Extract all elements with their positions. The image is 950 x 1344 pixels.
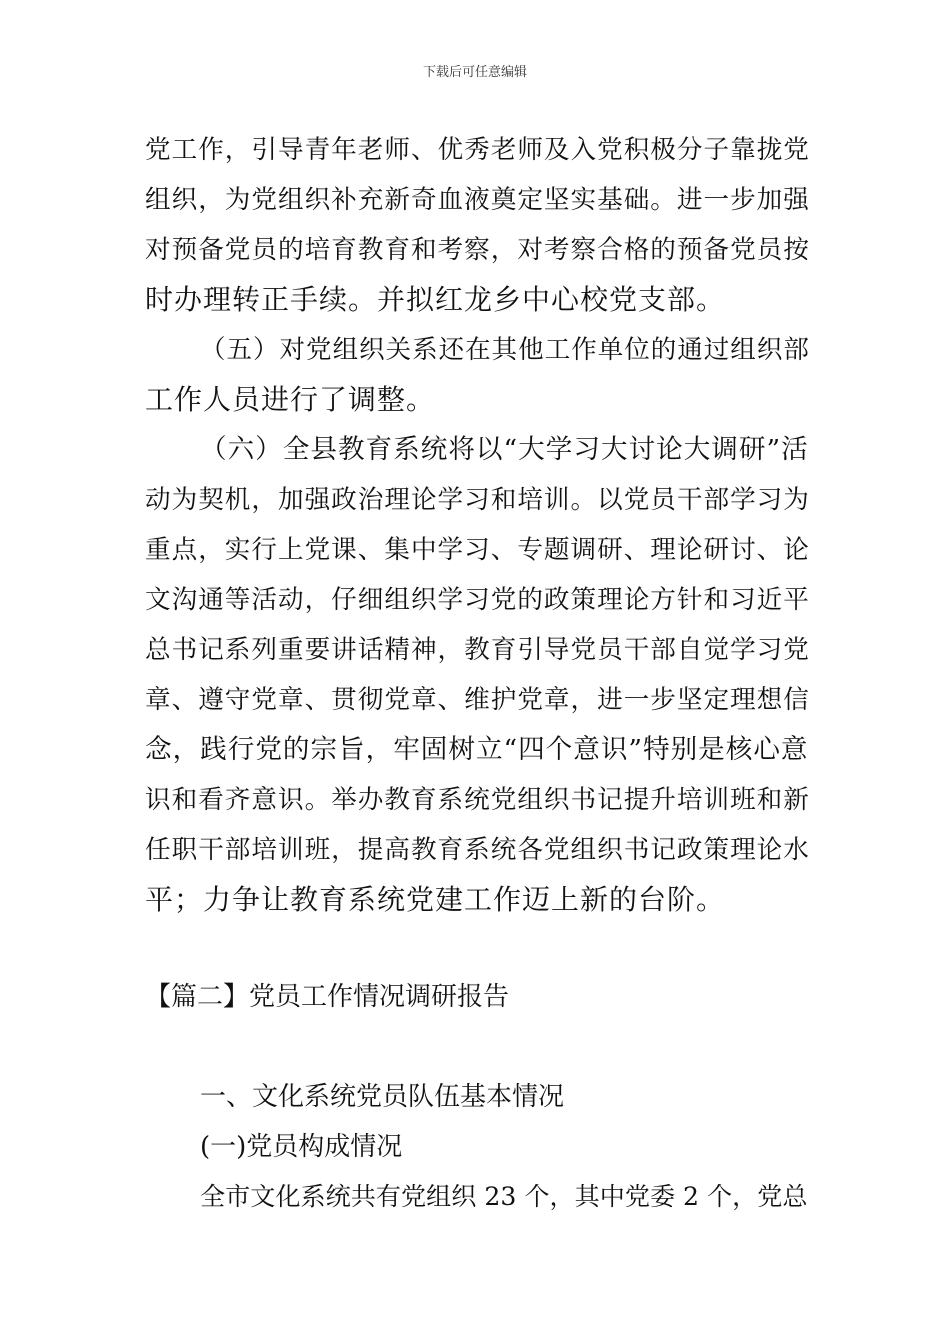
body-line: 文沟通等活动，仔细组织学习党的政策理论方针和习近平	[145, 585, 810, 615]
body-line: 识和看齐意识。举办教育系统党组织书记提升培训班和新	[145, 785, 810, 815]
sub-heading: 一、文化系统党员队伍基本情况	[200, 1082, 565, 1112]
body-line: 重点，实行上党课、集中学习、专题调研、理论研讨、论	[145, 535, 810, 565]
body-line: 组织，为党组织补充新奇血液奠定坚实基础。进一步加强	[145, 185, 810, 215]
body-line: 动为契机，加强政治理论学习和培训。以党员干部学习为	[145, 485, 810, 515]
body-line: （六）全县教育系统将以“大学习大讨论大调研”活	[200, 434, 809, 465]
body-line: 平；力争让教育系统党建工作迈上新的台阶。	[145, 883, 726, 916]
page-header: 下载后可任意编辑	[422, 65, 527, 80]
body-line: 章、遵守党章、贯彻党章、维护党章，进一步坚定理想信	[145, 685, 810, 715]
body-line: （五）对党组织关系还在其他工作单位的通过组织部	[200, 335, 810, 365]
sub-heading: (一)党员构成情况	[200, 1132, 403, 1162]
body-line: 时办理转正手续。并拟红龙乡中心校党支部。	[145, 283, 726, 316]
body-line: 总书记系列重要讲话精神，教育引导党员干部自觉学习党	[145, 635, 810, 665]
body-line: 任职干部培训班，提高教育系统各党组织书记政策理论水	[145, 835, 810, 865]
body-line: 对预备党员的培育教育和考察，对考察合格的预备党员按	[145, 235, 810, 265]
body-line: 党工作，引导青年老师、优秀老师及入党积极分子靠拢党	[145, 135, 810, 165]
body-line: 念，践行党的宗旨，牢固树立“四个意识”特别是核心意	[145, 734, 809, 765]
section-title: 【篇二】党员工作情况调研报告	[145, 982, 510, 1012]
body-line: 工作人员进行了调整。	[145, 383, 436, 416]
body-line: 全市文化系统共有党组织 23 个，其中党委 2 个，党总	[200, 1182, 808, 1211]
